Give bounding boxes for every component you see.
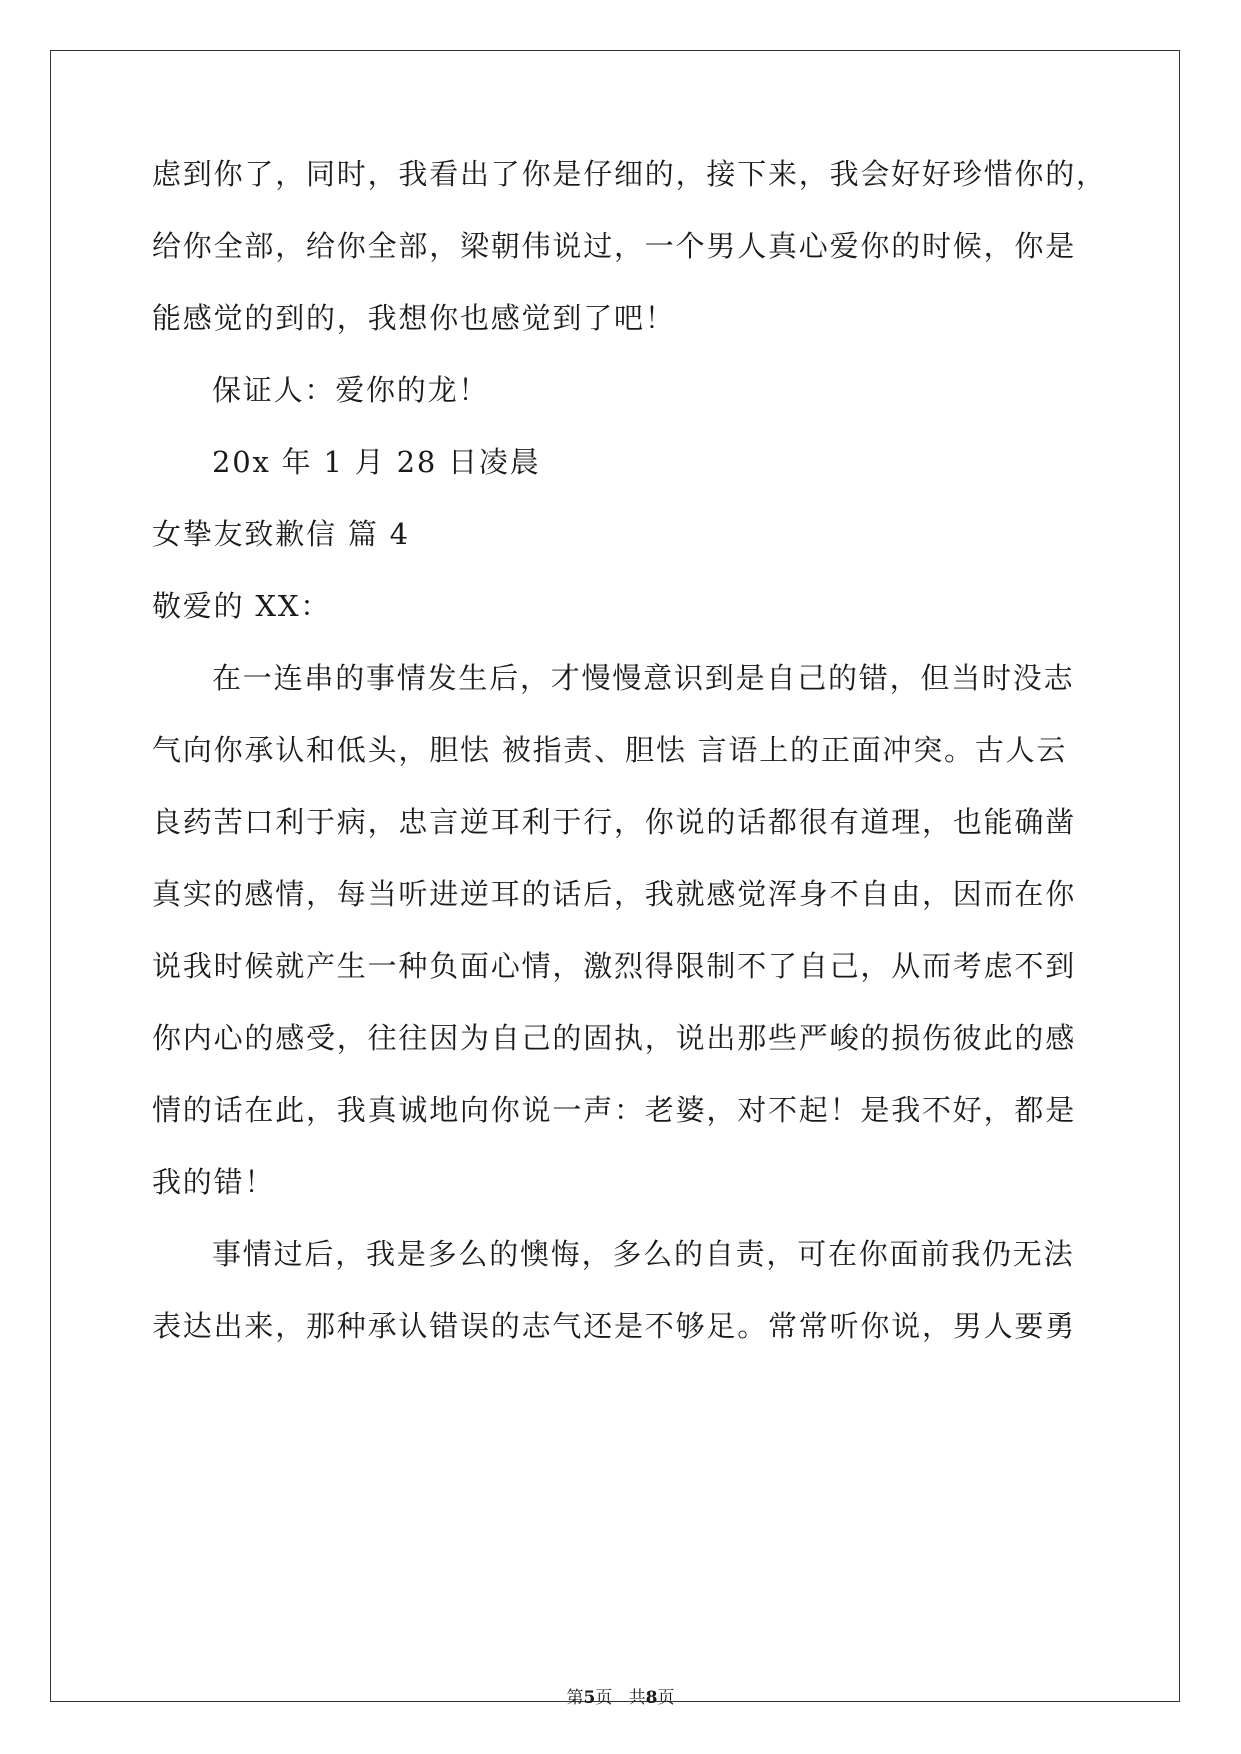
body-line: 良药苦口利于病，忠言逆耳利于行，你说的话都很有道理，也能确凿 [152,805,1077,839]
body-line: 虑到你了，同时，我看出了你是仔细的，接下来，我会好好珍惜你的， [152,157,1107,191]
current-page-number: 5 [583,1688,596,1708]
footer-total-unit: 页 [657,1688,675,1708]
body-line: 气向你承认和低头，胆怯 被指责、胆怯 言语上的正面冲突。古人云 [152,733,1068,767]
body-line: 在一连串的事情发生后，才慢慢意识到是自己的错，但当时没志 [212,661,1075,695]
footer-total-prefix: 共 [628,1688,646,1708]
body-line: 表达出来，那种承认错误的志气还是不够足。常常听你说，男人要勇 [152,1309,1077,1343]
signature-line: 保证人：爱你的龙！ [212,373,490,407]
body-line: 情的话在此，我真诚地向你说一声：老婆，对不起！是我不好，都是 [152,1093,1077,1127]
footer-page-unit: 页 [595,1688,613,1708]
body-line: 能感觉的到的，我想你也感觉到了吧！ [152,301,676,335]
body-line: 给你全部，给你全部，梁朝伟说过，一个男人真心爱你的时候，你是 [152,229,1077,263]
total-pages-number: 8 [645,1688,658,1708]
section-heading: 女挚友致歉信 篇 4 [152,517,410,551]
salutation: 敬爱的 XX： [152,589,332,623]
footer-prefix: 第 [566,1688,584,1708]
body-line: 说我时候就产生一种负面心情，激烈得限制不了自己，从而考虑不到 [152,949,1077,983]
body-line: 事情过后，我是多么的懊悔，多么的自责，可在你面前我仍无法 [212,1237,1075,1271]
date-line: 20x 年 1 月 28 日凌晨 [212,445,541,479]
body-line: 你内心的感受，往往因为自己的固执，说出那些严峻的损伤彼此的感 [152,1021,1077,1055]
body-line: 我的错！ [152,1165,276,1199]
body-line: 真实的感情，每当听进逆耳的话后，我就感觉浑身不自由，因而在你 [152,877,1077,911]
page-footer [0,1683,1241,1708]
